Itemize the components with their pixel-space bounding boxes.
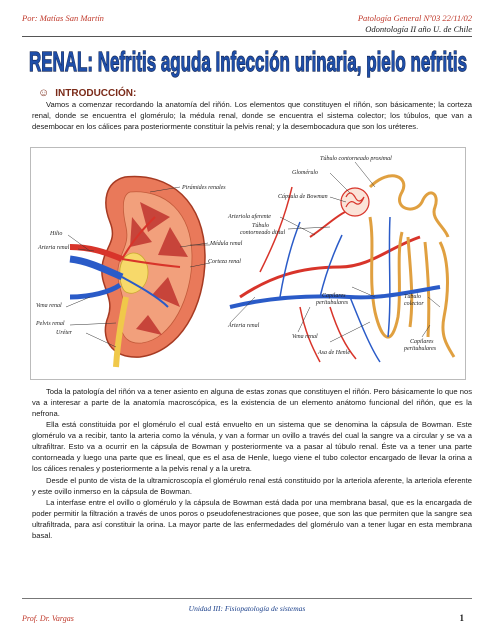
label-piramides: Pirámides renales	[182, 185, 226, 191]
label-vena-renal-right: Vena renal	[292, 334, 318, 340]
header-course	[358, 13, 472, 35]
paragraph-2: Ella está constituida por el glomérulo el cual está envuelto en un sistema que se denomina la cápsula de Bowman. Este glomérulo va a recibir, tanto la arteria como la vénula, y van a formar un ovillo a través del cual la sangre va a circular y se va a ultrafiltrar. Esto va a ocurrir en la cápsula de Bowman y posteriormente va a pasar al túbulo renal. Éste va a tener una parte contorneada y luego una parte que es lineal, que es el asa de Henle, luego viene el tubo colector encargado de llevar la orina a los cálices renales y posteriormente a la pelvis renal y a la uretra.	[32, 420, 472, 474]
paragraph-4: La interfase entre el ovillo o glomérulo y la cápsula de Bowman está dada por una membrana basal, que es la encargada de poder permitir la filtración a través de unos poros o pseudofenestraciones que posee, que son las que permiten que la sangre sea ultrafiltrada, para así constituir la orina. La mayor parte de las enfermedades del glomérulo van a tener lugar en esta membrana basal.	[32, 498, 472, 541]
label-tubulo-distal-1: Túbulo	[252, 223, 270, 229]
label-capilares-peri-2: peritubulares	[316, 300, 349, 306]
header-course-line2: Odontología II año U. de Chile	[365, 24, 472, 34]
label-arteria-renal-left: Arteria renal	[38, 245, 70, 251]
label-hilio: Hilio	[50, 231, 63, 237]
footer-divider	[22, 598, 472, 599]
paragraph-3: Desde el punto de vista de la ultramicroscopía el glomérulo renal está constituido por la arteriola aferente, la arteriola eferente y este ovillo inmerso en la cápsula de Bowman.	[32, 476, 472, 497]
intro-heading-text: INTRODUCCIÓN:	[55, 87, 137, 99]
label-capsula: Cápsula de Bowman	[278, 194, 328, 200]
footer-professor: Prof. Dr. Vargas	[22, 614, 74, 623]
header-course-line1: Patología General Nº03 22/11/02	[357, 13, 472, 23]
label-corteza: Corteza renal	[208, 259, 241, 265]
page-title	[26, 38, 470, 82]
label-glomerulo: Glomérulo	[292, 170, 318, 176]
label-medula: Médula renal	[210, 241, 243, 247]
label-capilares-peri-b1: Capilares	[410, 339, 434, 345]
label-arteria-renal-right: Arteria renal	[228, 323, 260, 329]
label-arteriola-aferente: Arteriola aferente	[228, 214, 271, 220]
kidney-anatomy-figure	[30, 147, 466, 380]
footer-unit: Unidad III: Fisiopatología de sistemas	[188, 604, 306, 613]
intro-heading	[38, 87, 136, 99]
paragraph-1: Toda la patología del riñón va a tener asiento en alguna de estas zonas que constituyen el riñón. Pero básicamente lo que nos va a interesar a parte de la anatomía macroscópica, es la existencia de un elemento anátomo funcional del riñón, que es la nefrona.	[32, 387, 472, 419]
header-author: Por: Matías San Martín	[22, 13, 104, 23]
intro-paragraph: Vamos a comenzar recordando la anatomía del riñón. Los elementos que constituyen el riñón, son básicamente; la corteza renal, donde se encuentra el glomérulo; la médula renal, donde se encuentra el sistema colector; los túbulos, que van a desembocar en los cálices para posteriormente constituir la pelvis renal; y la desembocadura que son los uréteres.	[32, 100, 472, 132]
label-ureter: Uréter	[56, 330, 72, 336]
label-vena-renal-left: Vena renal	[36, 303, 62, 309]
label-tubulo-proximal: Túbulo contorneado proximal	[320, 156, 392, 162]
label-tubulo-colector-1: Túbulo	[404, 294, 422, 300]
page-number: 1	[459, 613, 464, 623]
header-divider	[22, 36, 472, 37]
page-title-text: RENAL: Nefritis aguda Infección urinaria, pielo nefritis	[29, 46, 467, 77]
label-capilares-peri-b2: peritubulares	[404, 346, 437, 352]
label-pelvis: Pelvis renal	[36, 321, 65, 327]
label-capilares-peri-1: Capilares	[322, 293, 346, 299]
smiley-icon: ☺	[38, 87, 50, 99]
label-tubulo-distal-2: contorneado distal	[240, 230, 286, 236]
label-asa-henle: Asa de Henle	[318, 350, 350, 356]
label-tubulo-colector-2: colector	[404, 301, 424, 307]
